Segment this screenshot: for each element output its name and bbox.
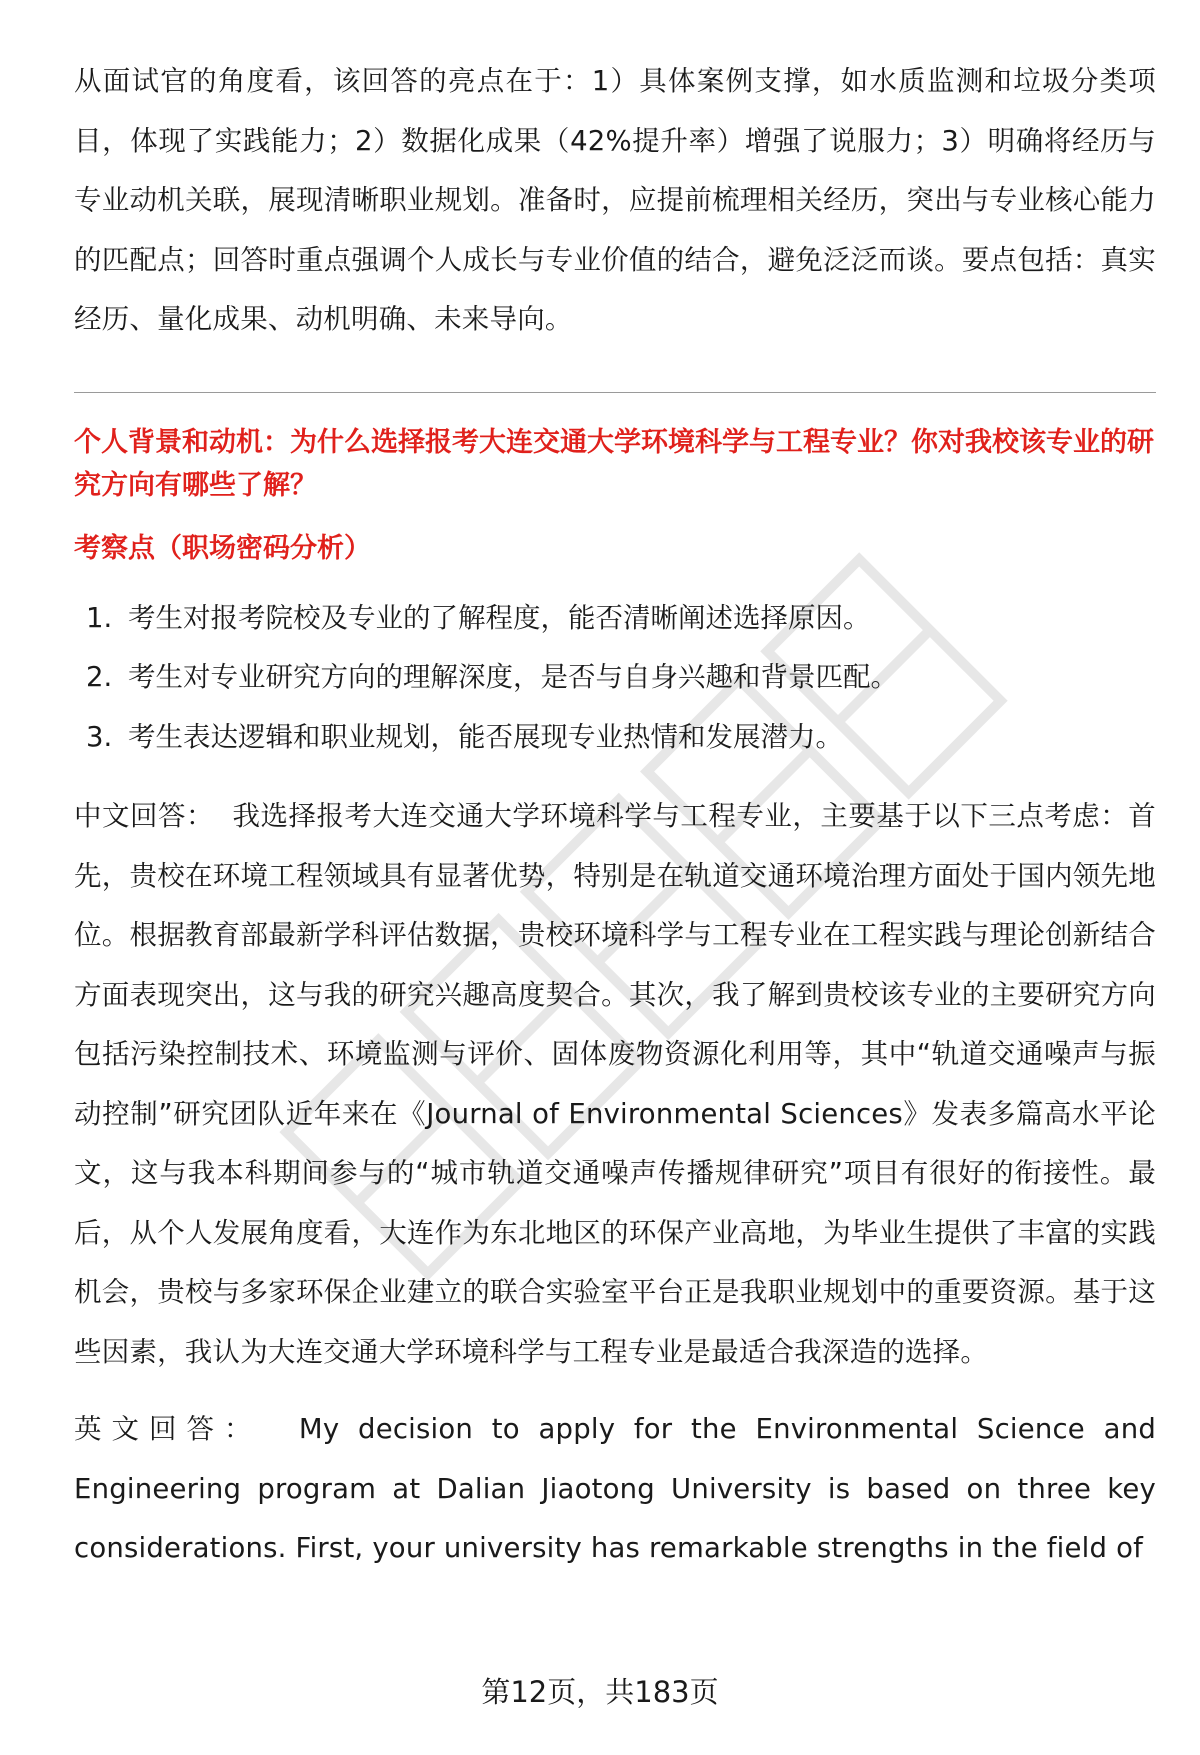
page-indicator: 第12页，共183页 xyxy=(481,1675,719,1709)
section-divider xyxy=(74,392,1156,393)
list-number: 1. xyxy=(86,601,113,634)
main-content xyxy=(74,52,1156,1579)
english-answer-label: 英文回答： xyxy=(74,1413,262,1445)
english-answer-text: My decision to apply for the Environmental Science and Engineering program at Dalian Jiaotong University is based on three key considerations. First, your university has remarkable strengths in the field of xyxy=(74,1413,1156,1564)
list-item xyxy=(74,708,1156,768)
chinese-answer-label: 中文回答： xyxy=(74,800,214,832)
list-text: 考生对报考院校及专业的了解程度，能否清晰阐述选择原因。 xyxy=(128,601,871,634)
chinese-answer xyxy=(74,787,1156,1382)
list-item xyxy=(74,589,1156,649)
english-answer xyxy=(74,1400,1156,1579)
question-title: 个人背景和动机：为什么选择报考大连交通大学环境科学与工程专业？你对我校该专业的研究方向有哪些了解？ xyxy=(74,426,1154,501)
intro-paragraph: 从面试官的角度看，该回答的亮点在于：1）具体案例支撑，如水质监测和垃圾分类项目，体现了实践能力；2）数据化成果（42%提升率）增强了说服力；3）明确将经历与专业动机关联，展现清晰职业规划。准备时，应提前梳理相关经历，突出与专业核心能力的匹配点；回答时重点强调个人成长与专业价值的结合，避免泛泛而谈。要点包括：真实经历、量化成果、动机明确、未来导向。 xyxy=(74,65,1156,335)
focus-points-list xyxy=(74,589,1156,768)
list-item xyxy=(74,648,1156,708)
list-text: 考生对专业研究方向的理解深度，是否与自身兴趣和背景匹配。 xyxy=(128,661,898,693)
list-number: 3. xyxy=(86,720,113,753)
focus-heading: 考察点（职场密码分析） xyxy=(74,532,371,564)
chinese-answer-text: 我选择报考大连交通大学环境科学与工程专业，主要基于以下三点考虑：首先，贵校在环境工程领域具有显著优势，特别是在轨道交通环境治理方面处于国内领先地位。根据教育部最新学科评估数据，贵校环境科学与工程专业在工程实践与理论创新结合方面表现突出，这与我的研究兴趣高度契合。其次，我了解到贵校该专业的主要研究方向包括污染控制技术、环境监测与评价、固体废物资源化利用等，其中“轨道交通噪声与振动控制”研究团队近年来在《Journal of Environmental Sciences》发表多篇高水平论文，这与我本科期间参与的“城市轨道交通噪声传播规律研究”项目有很好的衔接性。最后，从个人发展角度看，大连作为东北地区的环保产业高地，为毕业生提供了丰富的实践机会，贵校与多家环保企业建立的联合实验室平台正是我职业规划中的重要资源。基于这些因素，我认为大连交通大学环境科学与工程专业是最适合我深造的选择。 xyxy=(74,800,1157,1368)
list-text: 考生表达逻辑和职业规划，能否展现专业热情和发展潜力。 xyxy=(128,720,843,753)
list-number: 2. xyxy=(86,661,113,693)
